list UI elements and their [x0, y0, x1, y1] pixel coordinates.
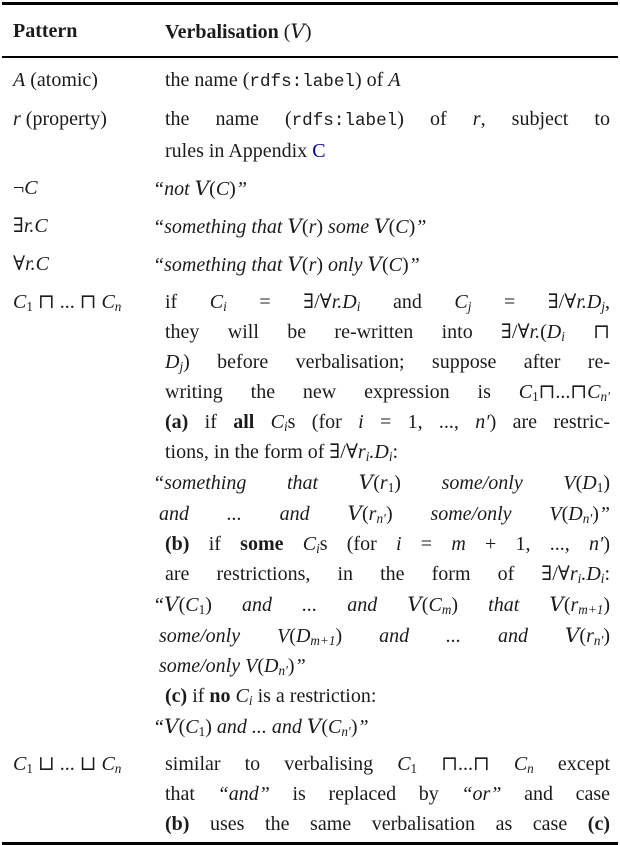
text-run: i [396, 533, 402, 555]
pattern-cell [0, 249, 165, 280]
header-pattern [0, 16, 165, 47]
text-run: V [549, 592, 564, 616]
text-run: : [604, 563, 610, 585]
text-run: and ... and [211, 716, 307, 738]
text-run: r.D [331, 291, 357, 313]
text-run: ) before verbalisation; suppose after re- [183, 351, 610, 373]
text-run: ( [563, 594, 571, 616]
text-run: n [114, 299, 122, 315]
text-line [165, 377, 610, 407]
text-line [13, 249, 165, 279]
text-run: are restrictions, in the form of ∃/∀ [165, 563, 570, 585]
text-run: some/only [392, 503, 550, 525]
table-row [0, 745, 620, 842]
verbalisation-cell [165, 749, 620, 839]
text-run: ) [205, 716, 212, 738]
verbalisation-cell [165, 65, 620, 97]
text-line [159, 620, 610, 651]
text-run: ) [304, 21, 312, 43]
text-run: “ [153, 594, 165, 616]
text-run: ( [540, 321, 547, 343]
text-run: ) [316, 254, 324, 276]
text-run: some [323, 216, 375, 238]
text-run: if [165, 291, 210, 313]
text-run: C [101, 753, 115, 775]
text-run: C [302, 533, 317, 555]
text-line [159, 651, 610, 681]
text-run: ” [294, 655, 306, 677]
text-run: r [472, 108, 481, 130]
text-run: ⊓ ... ⊓ [32, 291, 102, 313]
text-run: (a) [165, 411, 189, 433]
text-run: ( [575, 472, 583, 494]
appendix-c-link[interactable]: C [312, 140, 326, 162]
table-row [0, 169, 620, 207]
text-run: the name ( [165, 69, 250, 91]
pattern-cell [0, 287, 165, 742]
text-run: ( [381, 254, 389, 276]
text-line [165, 681, 610, 711]
text-run: 1 [198, 602, 206, 618]
text-run: tions, in the form of ∃/∀ [165, 441, 358, 463]
text-run: r.C [23, 215, 48, 237]
text-run: if [188, 411, 234, 433]
text-run: ” [598, 503, 611, 525]
text-run: ) [603, 625, 611, 647]
text-line [13, 104, 165, 134]
text-run: only [323, 254, 368, 276]
text-line [165, 529, 610, 559]
text-line [165, 287, 610, 317]
text-run: C [270, 411, 284, 433]
text-run: V [367, 252, 382, 276]
text-run: D [263, 655, 279, 677]
text-line [13, 211, 165, 241]
header-verbalisation [165, 16, 620, 47]
text-run: m [451, 533, 466, 555]
text-run: D [568, 503, 583, 525]
text-run: C [13, 753, 27, 775]
text-run: = 1, ..., [363, 411, 476, 433]
text-run: Pattern [13, 20, 78, 42]
text-run: ) [385, 503, 393, 525]
text-run: i [316, 541, 320, 557]
text-run: C [397, 753, 411, 775]
text-run: ( [388, 216, 396, 238]
text-run: n′ [376, 511, 386, 527]
text-run: the name ( [165, 108, 292, 130]
verbalisation-cell [153, 287, 620, 742]
text-run: C [587, 381, 601, 403]
text-line [153, 173, 610, 204]
text-run: if [187, 685, 210, 707]
text-line [165, 317, 610, 347]
text-run: if [189, 533, 241, 555]
text-run: V [164, 592, 179, 616]
text-run: : [392, 441, 399, 463]
text-run [283, 533, 302, 555]
text-run: A [388, 69, 401, 91]
text-run: V [347, 501, 362, 525]
text-run: = [401, 533, 452, 555]
text-run: ∃ [13, 215, 24, 237]
text-run: n′ [600, 389, 610, 405]
text-run: r [379, 472, 388, 494]
text-line [165, 809, 610, 839]
text-run: 1 [596, 480, 604, 496]
text-run: and ... and [342, 625, 565, 647]
text-run: .D [581, 563, 601, 585]
text-line [165, 407, 610, 437]
table-row [0, 100, 620, 169]
table-row [0, 58, 620, 100]
verbalisation-cell [153, 211, 620, 242]
text-run: ( [283, 21, 291, 43]
text-run: ( [321, 716, 328, 738]
text-run: (property) [20, 108, 107, 130]
text-run: 1 [410, 761, 418, 777]
verbalisation-cell [165, 104, 620, 166]
text-run: (b) [165, 813, 190, 835]
pattern-cell [0, 65, 165, 97]
text-run: is replaced by [269, 783, 462, 805]
text-run: ) [401, 254, 409, 276]
text-run: ¬ [13, 177, 25, 199]
text-run: C [185, 716, 199, 738]
text-run: V [164, 714, 179, 738]
text-run: i [577, 571, 582, 587]
text-run: i [388, 449, 393, 465]
text-run: 1 [387, 480, 395, 496]
text-run: j [179, 359, 184, 375]
text-run: ” [357, 716, 369, 738]
text-run: V [287, 214, 302, 238]
text-run: C [388, 254, 402, 276]
text-run: + 1, ..., [465, 533, 590, 555]
text-run: C [513, 753, 528, 775]
text-run: V [306, 714, 322, 738]
text-run: ∀ [13, 253, 26, 275]
text-run: (atomic) [25, 69, 98, 91]
text-run: n′ [589, 533, 604, 555]
text-run: “something that [153, 472, 359, 494]
text-line [165, 65, 610, 97]
text-run: n′ [593, 633, 604, 649]
text-run: writing the new expression is [165, 381, 519, 403]
text-run: they will be re-written into ∃/∀ [165, 321, 530, 343]
text-line [165, 437, 610, 467]
text-run: , subject to [480, 108, 610, 130]
text-run: i [284, 419, 288, 435]
text-run: “something that [153, 216, 288, 238]
text-run: s (for [287, 411, 359, 433]
text-run: i [248, 693, 253, 709]
text-run: ( [579, 625, 587, 647]
text-run: n′ [582, 511, 593, 527]
text-run: similar to verbalising [165, 753, 398, 775]
text-run [254, 411, 270, 433]
text-run: ) [205, 594, 212, 616]
text-run: r [570, 594, 579, 616]
text-run: (b) [165, 533, 190, 555]
text-run: “ [153, 716, 165, 738]
text-run: m+1 [578, 602, 604, 618]
text-run: ) [229, 178, 236, 200]
text-run: and ... and [159, 503, 348, 525]
text-run: D [295, 625, 311, 647]
text-run: 1 [198, 724, 206, 740]
text-run: rules in Appendix [165, 140, 313, 162]
text-run: that [165, 783, 218, 805]
text-line [165, 104, 610, 136]
text-run: ( [373, 472, 380, 494]
text-run: V [287, 252, 302, 276]
text-line [13, 65, 165, 95]
text-run: and case [501, 783, 610, 805]
text-run: V [563, 472, 576, 494]
text-line [153, 467, 610, 498]
pattern-cell [0, 104, 165, 166]
text-run: ⊓...⊓ [417, 753, 514, 775]
text-run: C [327, 716, 342, 738]
text-line [153, 211, 610, 242]
text-run: = ∃/∀ [226, 291, 332, 313]
text-run: C [24, 177, 38, 199]
text-run: n′ [278, 663, 288, 679]
text-run: is a restriction: [252, 685, 377, 707]
pattern-cell [0, 749, 165, 839]
text-run: ) [451, 594, 459, 616]
text-run: V [564, 623, 580, 647]
text-run: ) of [355, 69, 389, 91]
text-run: 1 [26, 761, 33, 777]
header-row [0, 5, 620, 56]
text-run: “and” [217, 783, 270, 805]
text-run: V [194, 176, 210, 200]
text-run: V [374, 214, 389, 238]
text-run: , [605, 291, 610, 313]
text-run: ( [257, 655, 264, 677]
text-run: ⊓...⊓ [538, 381, 588, 403]
text-run: ) [603, 594, 610, 616]
text-run: .D [369, 441, 389, 463]
text-run: “something that [153, 254, 288, 276]
text-run: r [308, 216, 317, 238]
text-run: ( [178, 716, 186, 738]
text-run: r [308, 254, 317, 276]
text-line [165, 779, 610, 809]
text-line [153, 711, 610, 742]
text-run: 1 [26, 299, 33, 315]
text-run: ( [209, 178, 216, 200]
text-run: C [395, 216, 409, 238]
text-run: r.D [576, 291, 602, 313]
text-run: V [549, 503, 562, 525]
text-run: “not [153, 178, 195, 200]
text-run: V [245, 655, 258, 677]
text-run: = ∃/∀ [471, 291, 577, 313]
text-run: m+1 [310, 633, 336, 649]
table-row [0, 245, 620, 283]
text-run: ) [287, 655, 295, 677]
text-run: n′ [475, 411, 490, 433]
text-run: C [518, 381, 533, 403]
text-run: ” [415, 216, 427, 238]
text-run: 1 [532, 389, 539, 405]
text-run: r [586, 625, 594, 647]
text-run: r [569, 563, 578, 585]
text-line [165, 749, 610, 779]
text-run: some/only [400, 472, 564, 494]
text-line [165, 559, 610, 589]
text-run: all [233, 411, 255, 433]
text-run: i [358, 411, 364, 433]
text-run: some [240, 533, 284, 555]
text-line [13, 173, 165, 203]
text-run: ” [408, 254, 420, 276]
text-line [153, 589, 610, 620]
text-run: and [360, 291, 455, 313]
text-run: that [458, 594, 550, 616]
text-run: V [358, 470, 374, 494]
text-run: s (for [319, 533, 396, 555]
text-run: C [185, 594, 199, 616]
text-run: V [407, 592, 422, 616]
text-run: except [533, 753, 611, 775]
pattern-cell [0, 211, 165, 242]
text-run: C [101, 291, 115, 313]
text-run: Verbalisation [165, 21, 284, 43]
text-run: D [165, 351, 180, 373]
text-run: r [357, 441, 366, 463]
text-line [153, 249, 610, 280]
text-run: r [13, 108, 21, 130]
text-run: C [454, 291, 468, 313]
pattern-cell [0, 173, 165, 204]
text-run: ( [561, 503, 569, 525]
text-line [13, 749, 165, 779]
text-run: ) of [397, 108, 473, 130]
text-run: “or” [461, 783, 502, 805]
text-run: some/only [159, 655, 246, 677]
text-run: ( [301, 254, 309, 276]
text-run: j [601, 299, 605, 315]
text-run: rdfs:label [249, 72, 355, 92]
text-run: A [13, 69, 26, 91]
table-row [0, 283, 620, 745]
text-run: i [561, 329, 565, 345]
text-run: C [235, 685, 249, 707]
text-run: ) are restric- [489, 411, 610, 433]
text-run: r.C [25, 253, 49, 275]
text-run: C [13, 291, 27, 313]
text-run: C [215, 178, 230, 200]
text-run: ) [592, 503, 599, 525]
text-run: uses the same verbalisation as case [189, 813, 588, 835]
text-run: C [428, 594, 442, 616]
text-run: ) [408, 216, 416, 238]
text-run: ( [289, 625, 296, 647]
text-run: r. [529, 321, 541, 343]
verbalisation-cell [153, 249, 620, 280]
text-run: ⊔ ... ⊔ [32, 753, 102, 775]
text-run: ) [394, 472, 401, 494]
text-run: no [209, 685, 231, 707]
text-run: ) [350, 716, 358, 738]
text-run: ( [361, 503, 369, 525]
table-row [0, 207, 620, 245]
text-run: ( [421, 594, 429, 616]
text-run: n [527, 761, 534, 777]
text-run: rdfs:label [291, 111, 398, 131]
text-run: n [114, 761, 122, 777]
text-run: V [290, 19, 305, 43]
text-run: ( [178, 594, 186, 616]
text-run: V [277, 625, 290, 647]
text-run: i [365, 449, 370, 465]
text-run: ” [235, 178, 247, 200]
text-run: and ... and [211, 594, 408, 616]
text-run: j [467, 299, 472, 315]
verbalisation-cell [153, 173, 620, 204]
text-line [13, 287, 165, 317]
text-run: ) [335, 625, 343, 647]
text-run: some/only [159, 625, 278, 647]
text-run: i [223, 299, 227, 315]
table-body [0, 58, 620, 842]
text-run: ) [603, 472, 610, 494]
text-run: (c) [165, 685, 188, 707]
text-run: n′ [341, 724, 351, 740]
text-run: (c) [587, 813, 610, 835]
text-line [159, 498, 610, 529]
text-run: C [209, 291, 224, 313]
text-run: ⊓ [564, 321, 610, 343]
text-run: m [441, 602, 452, 618]
text-run: i [600, 571, 605, 587]
text-run: ) [316, 216, 324, 238]
text-run: ) [603, 533, 611, 555]
text-line [165, 136, 610, 166]
text-run: ( [301, 216, 309, 238]
text-run: r [368, 503, 377, 525]
text-run: i [356, 299, 361, 315]
text-line [165, 347, 610, 377]
text-run: D [582, 472, 597, 494]
text-run: D [546, 321, 562, 343]
